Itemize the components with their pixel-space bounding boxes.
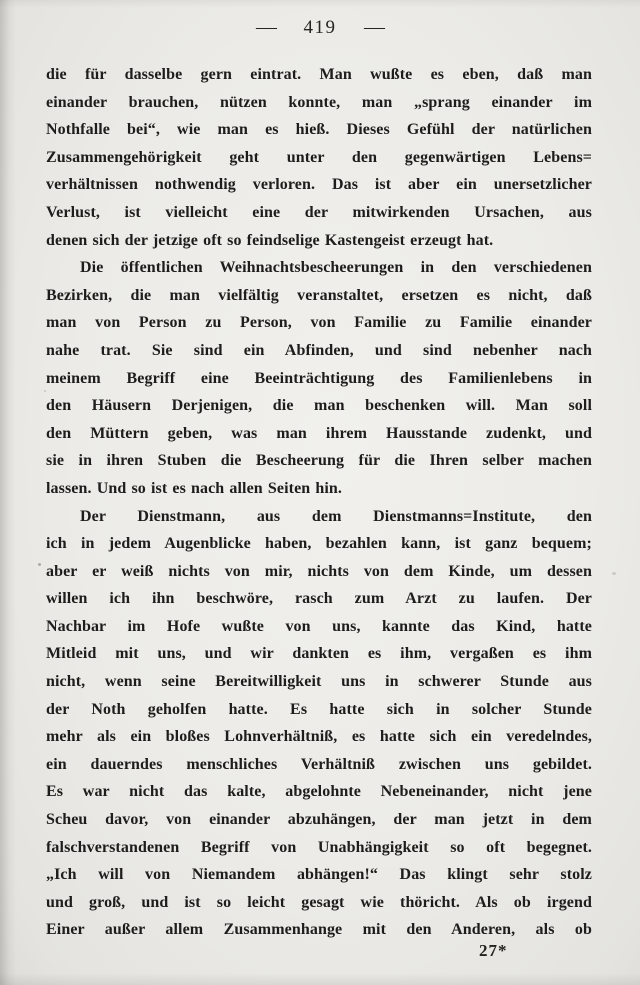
scan-edge-shadow-top <box>0 0 640 8</box>
text-line: den Müttern geben, was man ihrem Hausstande zudenkt, und <box>46 424 592 442</box>
text-line: willen ich ihn beschwöre, rasch zum Arzt zu laufen. Der <box>46 590 592 608</box>
text-line: Zusammengehörigkeit geht unter den gegenwärtigen Lebens= <box>46 148 592 166</box>
paragraph <box>46 61 592 254</box>
paragraph <box>46 254 592 502</box>
header-dash-left: — <box>255 17 277 38</box>
page-text <box>46 61 592 944</box>
text-line: Einer außer allem Zusammenhange mit den Anderen, als ob <box>46 921 592 939</box>
text-line: die für dasselbe gern eintrat. Man wußte es eben, daß man <box>46 66 592 83</box>
signature-mark: 27* <box>479 941 508 960</box>
header-dash-right: — <box>363 17 385 38</box>
text-line: Der Dienstmann, aus dem Dienstmanns=Institute, den <box>80 507 592 525</box>
text-line: „Ich will von Niemandem abhängen!“ Das klingt sehr stolz <box>46 866 592 884</box>
text-line: Nachbar im Hofe wußte von uns, kannte das Kind, hatte <box>46 617 592 635</box>
text-line: Nothfalle bei“, wie man es hieß. Dieses Gefühl der natürlichen <box>46 121 592 139</box>
text-line: der Noth geholfen hatte. Es hatte sich in solcher Stunde <box>46 700 592 718</box>
text-line: Es war nicht das kalte, abgelohnte Nebeneinander, nicht jene <box>46 783 592 801</box>
text-line: nicht, wenn seine Bereitwilligkeit uns in schwerer Stunde aus <box>46 673 592 691</box>
text-line: mehr als ein bloßes Lohnverhältniß, es hatte sich ein veredelndes, <box>46 728 592 746</box>
text-line: einander brauchen, nützen konnte, man „sprang einander im <box>46 93 592 111</box>
text-line: Die öffentlichen Weihnachtsbescheerungen in den verschiedenen <box>80 259 592 277</box>
text-line: lassen. Und so ist es nach allen Seiten hin. <box>46 479 343 497</box>
text-line: falschverstandenen Begriff von Unabhängigkeit so oft begegnet. <box>46 838 592 856</box>
text-line: ein dauerndes menschliches Verhältniß zwischen uns gebildet. <box>46 755 592 773</box>
text-line: Mitleid mit uns, und wir dankten es ihm, vergaßen es ihm <box>46 645 592 663</box>
text-line: und groß, und ist so leicht gesagt wie thöricht. Als ob irgend <box>46 893 592 911</box>
text-line: den Häusern Derjenigen, die man beschenken will. Man soll <box>46 397 592 415</box>
text-line: Scheu davor, von einander abzuhängen, der man jetzt in dem <box>46 811 592 829</box>
scan-edge-shadow-bottom <box>0 973 640 985</box>
page-number: 419 <box>303 17 337 38</box>
text-line: Bezirken, die man vielfältig veranstaltet, ersetzen es nicht, daß <box>46 286 592 304</box>
ink-speck <box>38 563 41 566</box>
text-line: sie in ihren Stuben die Bescheerung für die Ihren selber machen <box>46 452 592 470</box>
text-line: meinem Begriff eine Beeinträchtigung des Familienlebens in <box>46 369 592 387</box>
running-head <box>0 17 640 39</box>
text-line: nahe trat. Sie sind ein Abfinden, und sind nebenher nach <box>46 341 592 359</box>
text-line: Verlust, ist vielleicht eine der mitwirkenden Ursachen, aus <box>46 203 592 221</box>
text-line: man von Person zu Person, von Familie zu Familie einander <box>46 314 592 332</box>
ink-speck <box>612 572 616 575</box>
text-line: ich in jedem Augenblicke haben, bezahlen kann, ist ganz bequem; <box>46 535 592 553</box>
scan-edge-shadow-left <box>0 0 16 985</box>
paragraph <box>46 503 592 945</box>
text-line: verhältnissen nothwendig verloren. Das ist aber ein unersetzlicher <box>46 176 592 194</box>
text-line: denen sich der jetzige oft so feindselige Kastengeist erzeugt hat. <box>46 231 494 249</box>
text-line: aber er weiß nichts von mir, nichts von dem Kinde, um dessen <box>46 562 592 580</box>
